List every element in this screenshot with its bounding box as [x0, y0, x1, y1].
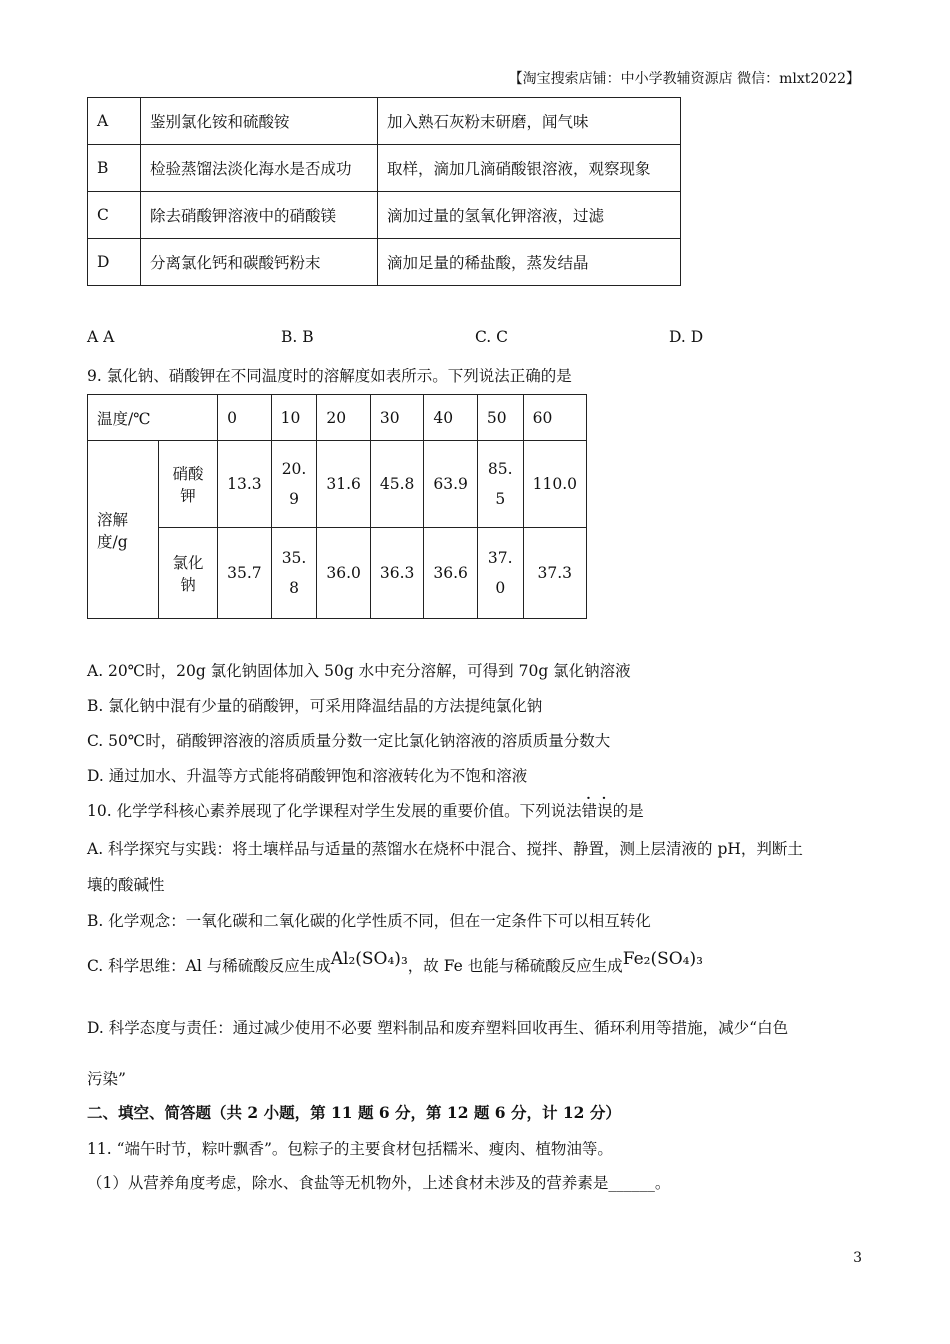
nacl-cell: 37.3	[523, 528, 586, 619]
q10-c-pre: C. 科学思维：Al 与稀硫酸反应生成	[87, 957, 331, 975]
formula-fe2so43: Fe₂(SO₄)₃	[622, 949, 703, 969]
formula-al2so43: Al₂(SO₄)₃	[330, 949, 408, 969]
temp-label-cell: 温度/℃	[88, 395, 218, 441]
q10-option-a-line1: A. 科学探究与实践：将土壤样品与适量的蒸馏水在烧杯中混合、搅拌、静置，测上层清液的 pH，判断土	[87, 840, 803, 858]
q11-stem: 11. “端午时节，粽叶飘香”。包粽子的主要食材包括糯米、瘦肉、植物油等。	[87, 1140, 613, 1158]
table-cell: B	[88, 145, 141, 192]
section-heading: 二、填空、简答题（共 2 小题，第 11 题 6 分，第 12 题 6 分，计 12 分）	[87, 1103, 621, 1122]
nacl-cell: 36.3	[370, 528, 424, 619]
nacl-cell: 36.0	[317, 528, 371, 619]
temp-cell: 60	[523, 395, 586, 441]
kno3-label-cell: 硝酸钾	[158, 441, 217, 528]
kno3-cell: 110.0	[523, 441, 586, 528]
table-row	[88, 145, 681, 192]
q9-option-d: D. 通过加水、升温等方式能将硝酸钾饱和溶液转化为不饱和溶液	[87, 767, 528, 785]
temp-cell: 40	[424, 395, 478, 441]
nacl-cell: 36.6	[424, 528, 478, 619]
table-row	[88, 528, 587, 619]
table-cell: A	[88, 98, 141, 145]
kno3-cell: 13.3	[218, 441, 272, 528]
table-cell: D	[88, 239, 141, 286]
temp-cell: 50	[477, 395, 523, 441]
kno3-cell: 45.8	[370, 441, 424, 528]
q9-option-b: B. 氯化钠中混有少量的硝酸钾，可采用降温结晶的方法提纯氯化钠	[87, 697, 543, 715]
table-cell: 滴加足量的稀盐酸，蒸发结晶	[378, 239, 681, 286]
q10-option-b: B. 化学观念：一氧化碳和二氧化碳的化学性质不同，但在一定条件下可以相互转化	[87, 912, 651, 930]
temp-cell: 30	[370, 395, 424, 441]
nacl-cell: 37.0	[477, 528, 523, 619]
kno3-cell: 31.6	[317, 441, 371, 528]
solubility-label-cell: 溶解度/g	[88, 441, 159, 619]
q9-option-c: C. 50℃时，硝酸钾溶液的溶质质量分数一定比氯化钠溶液的溶质质量分数大	[87, 732, 611, 750]
q9-solubility-table	[87, 394, 587, 619]
nacl-cell: 35.8	[271, 528, 317, 619]
q8-table	[87, 97, 681, 286]
table-cell: 取样，滴加几滴硝酸银溶液，观察现象	[378, 145, 681, 192]
q10-c-mid: ，故 Fe 也能与稀硫酸反应生成	[407, 957, 623, 975]
temp-cell: 10	[271, 395, 317, 441]
q8-option-c: C. C	[475, 328, 509, 346]
q10-stem-pre: 10. 化学学科核心素养展现了化学课程对学生发展的重要价值。下列说法	[87, 802, 582, 820]
kno3-cell: 63.9	[424, 441, 478, 528]
table-row	[88, 441, 587, 528]
q10-option-c	[87, 949, 703, 976]
q10-option-d-line2: 污染”	[87, 1070, 126, 1088]
nacl-label-cell: 氯化钠	[158, 528, 217, 619]
kno3-cell: 85.5	[477, 441, 523, 528]
table-cell: 滴加过量的氢氧化钾溶液，过滤	[378, 192, 681, 239]
table-row	[88, 192, 681, 239]
table-cell: 除去硝酸钾溶液中的硝酸镁	[141, 192, 378, 239]
q8-option-d: D. D	[669, 328, 704, 346]
q10-stem	[87, 799, 644, 821]
emphasis-char: 误	[597, 802, 613, 820]
q10-option-d-line1: D. 科学态度与责任：通过减少使用不必要 塑料制品和废弃塑料回收再生、循环利用等措施，减少“白色	[87, 1019, 789, 1037]
table-cell: 检验蒸馏法淡化海水是否成功	[141, 145, 378, 192]
temp-cell: 20	[317, 395, 371, 441]
table-cell: C	[88, 192, 141, 239]
q10-option-a-line2: 壤的酸碱性	[87, 876, 165, 894]
q8-option-a: A A	[87, 328, 115, 346]
table-row	[88, 395, 587, 441]
emphasis-char: 错	[581, 802, 598, 820]
header-watermark: 【淘宝搜索店铺：中小学教辅资源店 微信：mlxt2022】	[508, 71, 860, 87]
table-cell: 分离氯化钙和碳酸钙粉末	[141, 239, 378, 286]
page-number: 3	[853, 1250, 862, 1266]
nacl-cell: 35.7	[218, 528, 272, 619]
q10-stem-post: 的是	[612, 802, 644, 820]
kno3-cell: 20.9	[271, 441, 317, 528]
temp-cell: 0	[218, 395, 272, 441]
table-row	[88, 98, 681, 145]
q9-stem: 9. 氯化钠、硝酸钾在不同温度时的溶解度如表所示。下列说法正确的是	[87, 367, 572, 385]
table-row	[88, 239, 681, 286]
q8-option-b: B. B	[281, 328, 314, 346]
table-cell: 加入熟石灰粉末研磨，闻气味	[378, 98, 681, 145]
q11-sub1: （1）从营养角度考虑，除水、食盐等无机物外，上述食材未涉及的营养素是______。	[87, 1174, 671, 1192]
table-cell: 鉴别氯化铵和硫酸铵	[141, 98, 378, 145]
q9-option-a: A. 20℃时，20g 氯化钠固体加入 50g 水中充分溶解，可得到 70g 氯化钠溶液	[87, 662, 631, 680]
